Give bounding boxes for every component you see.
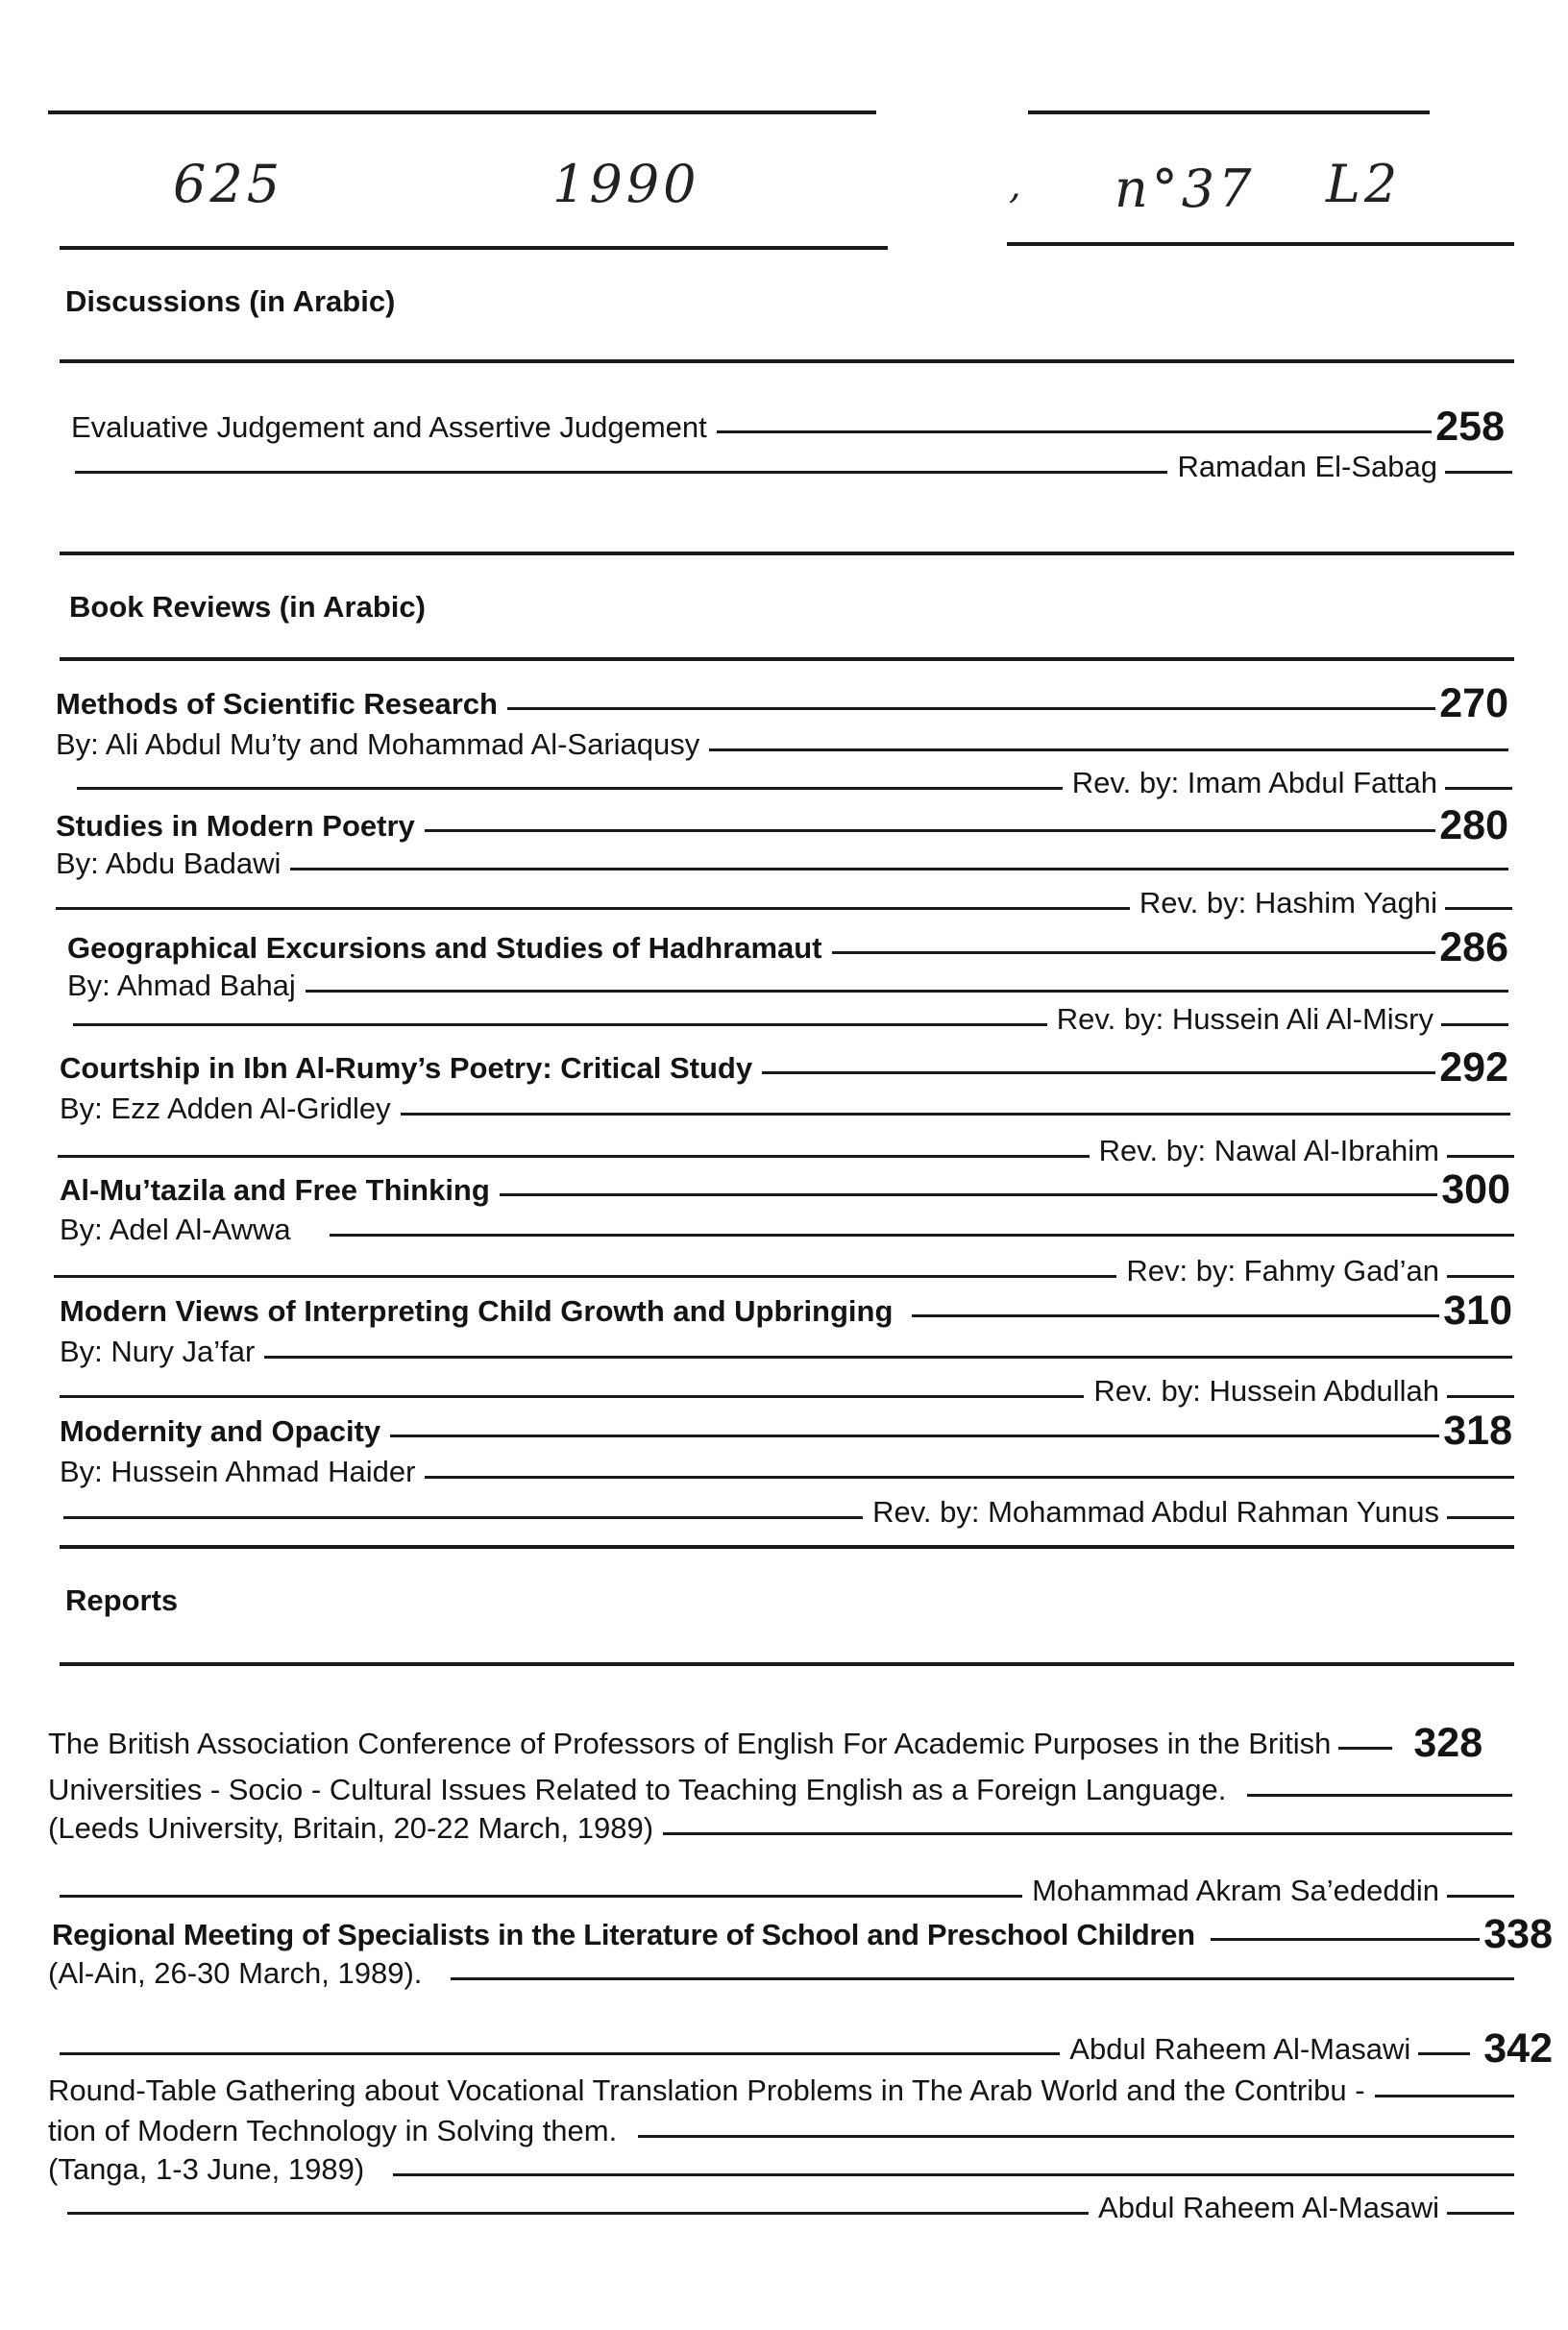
- entry-reviewer: Rev. by: Hashim Yaghi: [1139, 886, 1437, 920]
- report-line: (Leeds University, Britain, 20-22 March, 1989): [48, 1811, 654, 1845]
- entry-reviewer: Rev. by: Nawal Al-Ibrahim: [1098, 1134, 1439, 1167]
- review-entry: [60, 1166, 1510, 1214]
- report-line: Round-Table Gathering about Vocational Translation Problems in The Arab World and the Contribu -: [48, 2073, 1365, 2107]
- leader-line: [58, 1155, 1090, 1158]
- leader-line: [1447, 1155, 1514, 1158]
- review-by-row: [56, 846, 1508, 881]
- section-rule: [60, 1545, 1514, 1549]
- review-entry: [60, 1288, 1512, 1335]
- leader-line: [390, 1435, 1439, 1437]
- leader-line: [67, 2212, 1089, 2215]
- section-title-book-reviews: Book Reviews (in Arabic): [69, 590, 426, 624]
- leader-line: [56, 907, 1130, 910]
- leader-line: [1447, 1895, 1514, 1898]
- entry-title: Modernity and Opacity: [60, 1413, 381, 1448]
- report-line-row: [48, 1956, 1514, 1991]
- entry-title: Courtship in Ibn Al-Rumy’s Poetry: Critical Study: [60, 1050, 753, 1085]
- entry-reviewer: Rev: by: Fahmy Gad’an: [1126, 1254, 1439, 1288]
- entry-author: Abdul Raheem Al-Masawi: [1069, 2031, 1411, 2066]
- report-author-row: [60, 1874, 1514, 1908]
- leader-line: [77, 787, 1063, 790]
- entry-author: By: Ezz Adden Al-Gridley: [60, 1091, 391, 1125]
- entry-title: Evaluative Judgement and Assertive Judgement: [71, 409, 707, 444]
- entry-title: Studies in Modern Poetry: [56, 808, 415, 843]
- leader-line: [1247, 1794, 1512, 1797]
- handwritten-note: L2: [1326, 154, 1402, 214]
- report-author-row: [67, 2191, 1514, 2225]
- leader-line: [401, 1113, 1510, 1116]
- leader-line: [709, 748, 1508, 751]
- entry-title: Modern Views of Interpreting Child Growth and Upbringing: [60, 1293, 894, 1328]
- leader-line: [638, 2135, 1514, 2138]
- leader-line: [1447, 1395, 1514, 1398]
- top-rule-left: [48, 110, 876, 114]
- leader-line: [1447, 2212, 1514, 2215]
- report-line-row: [48, 2114, 1514, 2148]
- review-entry: [67, 924, 1508, 971]
- review-by-row: [60, 1213, 1514, 1247]
- review-rev-row: [77, 766, 1512, 800]
- leader-line: [73, 1023, 1047, 1026]
- review-by-row: [60, 1335, 1512, 1369]
- leader-line: [60, 1895, 1022, 1898]
- leader-line: [1445, 907, 1512, 910]
- report-line: (Al-Ain, 26-30 March, 1989).: [48, 1956, 423, 1990]
- leader-line: [663, 1832, 1512, 1835]
- leader-line: [1441, 1023, 1508, 1026]
- header-rule-right: [1007, 242, 1514, 246]
- review-rev-row: [60, 1374, 1514, 1409]
- report-entry: [48, 1720, 1547, 1767]
- report-entry: [52, 1911, 1553, 1958]
- leader-line: [1211, 1938, 1481, 1941]
- review-entry: [60, 1044, 1508, 1091]
- leader-line: [507, 707, 1435, 710]
- report-line-row: [48, 1773, 1512, 1807]
- leader-line: [1447, 1516, 1514, 1519]
- leader-line: [500, 1193, 1437, 1196]
- page-number: 310: [1443, 1288, 1512, 1334]
- review-by-row: [56, 727, 1508, 762]
- review-entry: [56, 802, 1508, 849]
- top-rule-right: [1028, 110, 1430, 114]
- report-line-row: [48, 2152, 1514, 2187]
- page-number: 280: [1439, 802, 1508, 848]
- leader-line: [912, 1314, 1439, 1317]
- leader-line: [425, 1476, 1514, 1479]
- report-line: (Tanga, 1-3 June, 1989): [48, 2152, 365, 2186]
- header-rule-left: [60, 246, 888, 250]
- page-number: 292: [1439, 1044, 1508, 1091]
- leader-line: [54, 1275, 1116, 1278]
- review-rev-row: [58, 1134, 1514, 1168]
- section-title-reports: Reports: [65, 1583, 179, 1617]
- leader-line: [264, 1356, 1512, 1359]
- leader-line: [1445, 787, 1512, 790]
- leader-line: [75, 471, 1167, 474]
- discussion-author-row: [75, 450, 1512, 484]
- entry-author: Abdul Raheem Al-Masawi: [1098, 2191, 1439, 2224]
- report-line: The British Association Conference of Professors of English For Academic Purposes in the British: [48, 1726, 1332, 1760]
- leader-line: [306, 990, 1508, 993]
- section-rule: [60, 657, 1514, 661]
- review-rev-row: [73, 1002, 1508, 1037]
- report-line-row: [48, 1811, 1512, 1846]
- page-number: 270: [1439, 680, 1508, 726]
- entry-reviewer: Rev. by: Mohammad Abdul Rahman Yunus: [872, 1495, 1439, 1529]
- review-entry: [56, 680, 1508, 727]
- report-author-row: [60, 2025, 1553, 2072]
- leader-line: [451, 1977, 1514, 1980]
- leader-line: [762, 1071, 1435, 1074]
- section-rule: [60, 1662, 1514, 1666]
- entry-author: By: Hussein Ahmad Haider: [60, 1455, 416, 1488]
- handwritten-year: 1990: [552, 154, 700, 214]
- report-line-row: [48, 2073, 1514, 2108]
- section-rule: [60, 552, 1514, 555]
- leader-line: [60, 1395, 1084, 1398]
- entry-author: By: Abdu Badawi: [56, 846, 282, 880]
- review-by-row: [60, 1091, 1510, 1126]
- entry-reviewer: Rev. by: Imam Abdul Fattah: [1071, 766, 1437, 799]
- leader-line: [60, 2052, 1060, 2055]
- page-number: 328: [1413, 1720, 1483, 1766]
- leader-line: [63, 1516, 863, 1519]
- entry-reviewer: Rev. by: Hussein Abdullah: [1093, 1374, 1439, 1408]
- leader-line: [1447, 1275, 1514, 1278]
- entry-reviewer: Rev. by: Hussein Ali Al-Misry: [1056, 1002, 1433, 1036]
- entry-author: By: Ali Abdul Mu’ty and Mohammad Al-Sariaqusy: [56, 727, 700, 761]
- discussion-entry: [71, 404, 1505, 451]
- leader-line: [1418, 2052, 1470, 2055]
- report-line: tion of Modern Technology in Solving them.: [48, 2114, 618, 2147]
- page-number: 318: [1443, 1408, 1512, 1454]
- leader-line: [717, 430, 1433, 433]
- leader-line: [1375, 2095, 1514, 2097]
- handwritten-code: 625: [173, 154, 284, 214]
- review-by-row: [67, 969, 1508, 1003]
- entry-author: By: Nury Ja’far: [60, 1335, 256, 1368]
- entry-title: Geographical Excursions and Studies of Hadhramaut: [67, 930, 822, 965]
- leader-line: [832, 951, 1436, 954]
- leader-line: [1445, 471, 1512, 474]
- leader-line: [1338, 1747, 1392, 1750]
- review-rev-row: [54, 1254, 1514, 1288]
- leader-line: [393, 2173, 1514, 2176]
- page-number: 286: [1439, 924, 1508, 970]
- page-number: 258: [1435, 404, 1505, 450]
- review-entry: [60, 1408, 1512, 1455]
- handwritten-mark: ,: [1009, 163, 1025, 208]
- section-title-discussions: Discussions (in Arabic): [65, 284, 396, 318]
- handwritten-issue: n°37: [1115, 159, 1256, 219]
- leader-line: [290, 868, 1508, 871]
- page-number: 342: [1483, 2025, 1553, 2072]
- report-line: Regional Meeting of Specialists in the Literature of School and Preschool Children: [52, 1917, 1195, 1951]
- review-rev-row: [56, 886, 1512, 920]
- entry-author: By: Adel Al-Awwa: [60, 1213, 291, 1246]
- entry-title: Methods of Scientific Research: [56, 686, 498, 721]
- entry-author: Ramadan El-Sabag: [1177, 450, 1437, 483]
- entry-author: By: Ahmad Bahaj: [67, 969, 296, 1002]
- page-number: 338: [1483, 1911, 1553, 1957]
- entry-author: Mohammad Akram Sa’ededdin: [1032, 1874, 1439, 1907]
- page-number: 300: [1441, 1166, 1510, 1213]
- review-rev-row: [63, 1495, 1514, 1530]
- leader-line: [425, 829, 1435, 832]
- section-rule: [60, 359, 1514, 363]
- entry-title: Al-Mu’tazila and Free Thinking: [60, 1172, 490, 1207]
- leader-line: [330, 1234, 1514, 1237]
- review-by-row: [60, 1455, 1514, 1489]
- report-line: Universities - Socio - Cultural Issues Related to Teaching English as a Foreign Language.: [48, 1773, 1227, 1806]
